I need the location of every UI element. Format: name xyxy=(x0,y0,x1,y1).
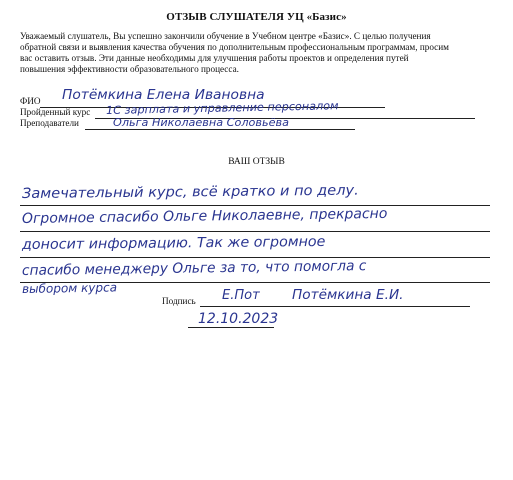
teacher-underline xyxy=(85,129,355,130)
course-label: Пройденный курс xyxy=(20,107,91,117)
intro-line: обратной связи и выявления качества обучения по дополнительным профессиональным программам, просим xyxy=(20,42,449,52)
review-line: Замечательный курс, всё кратко и по делу. xyxy=(21,182,359,202)
signer-name: Потёмкина Е.И. xyxy=(292,288,404,303)
review-line: выбором курса xyxy=(21,280,118,296)
teacher-label: Преподаватели xyxy=(20,118,79,128)
review-heading: ВАШ ОТЗЫВ xyxy=(228,157,285,167)
form-title: ОТЗЫВ СЛУШАТЕЛЯ УЦ «Базис» xyxy=(166,11,347,23)
review-rule xyxy=(20,205,490,206)
date-underline xyxy=(188,327,274,328)
signature-label: Подпись xyxy=(162,296,196,306)
review-line: доносит информацию. Так же огромное xyxy=(21,233,326,253)
date-handwriting: 12.10.2023 xyxy=(198,311,279,327)
signature-underline xyxy=(200,306,470,307)
intro-paragraph xyxy=(20,31,498,75)
signature-mark: Е.Пот xyxy=(222,288,260,303)
intro-line: Уважаемый слушатель, Вы успешно закончили обучение в Учебном центре «Базис». С целью получения xyxy=(20,31,431,41)
review-line: спасибо менеджеру Ольге за то, что помогла с xyxy=(21,258,367,279)
course-handwriting: 1С зарплата и управление персоналом xyxy=(105,99,339,117)
review-rule xyxy=(20,231,490,232)
fio-label: ФИО xyxy=(20,96,41,106)
teacher-handwriting: Ольга Николаевна Соловьёва xyxy=(113,116,290,129)
review-rule xyxy=(20,257,490,258)
review-line: Огромное спасибо Ольге Николаевне, прекрасно xyxy=(21,205,388,227)
fio-handwriting: Потёмкина Елена Ивановна xyxy=(62,88,265,103)
intro-line: вас оставить отзыв. Эти данные необходимы для улучшения работы проектов и определения путей xyxy=(20,53,409,63)
intro-line: повышения эффективности образовательного процесса. xyxy=(20,64,239,74)
